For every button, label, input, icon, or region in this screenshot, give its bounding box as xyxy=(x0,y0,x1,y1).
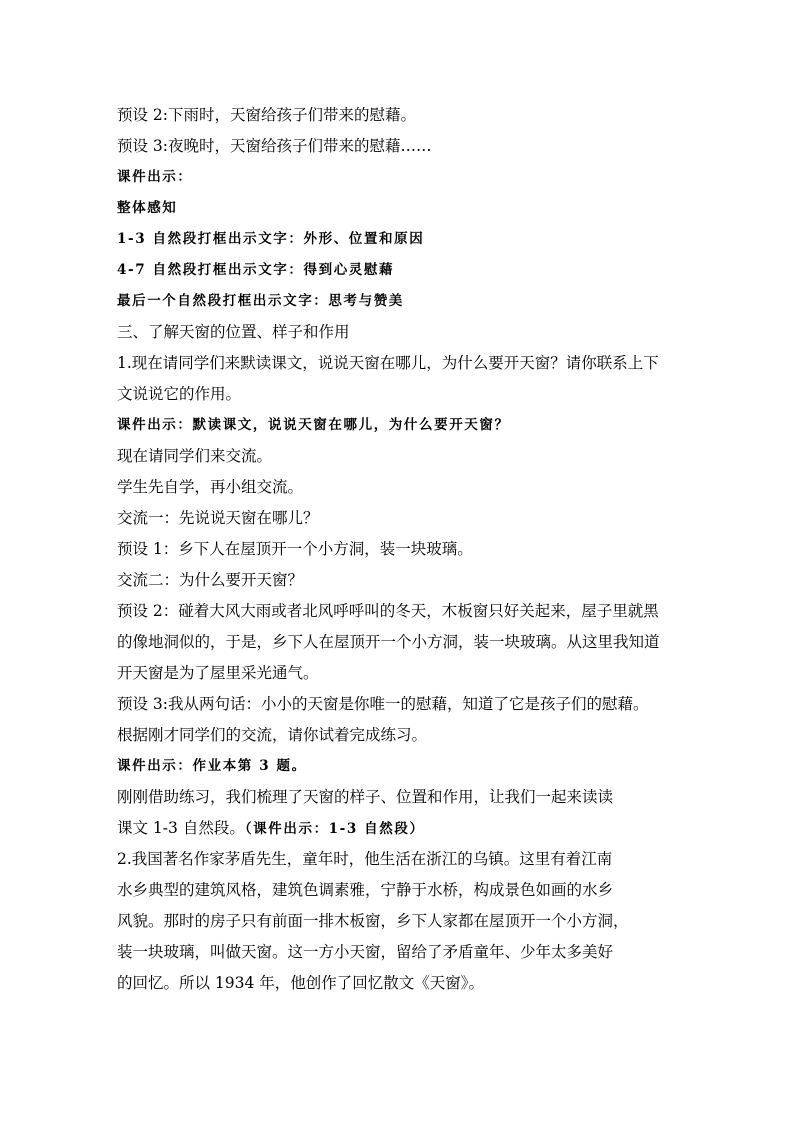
task-1-line-2: 文说说它的作用。 xyxy=(117,385,242,403)
review-line-1: 刚刚借助练习，我们梳理了天窗的样子、位置和作用，让我们一起来读读 xyxy=(117,788,614,806)
preset-2-answer-line-2: 的像地洞似的，于是，乡下人在屋顶开一个小方洞，装一块玻璃。从这里我知道 xyxy=(117,633,660,651)
exchange-1: 交流一：先说说天窗在哪儿？ xyxy=(117,509,319,527)
preset-1-answer: 预设 1：乡下人在屋顶开一个小方洞，装一块玻璃。 xyxy=(117,540,473,558)
courseware-homework: 课件出示：作业本第 3 题。 xyxy=(117,758,307,774)
section-heading-3: 三、了解天窗的位置、样子和作用 xyxy=(117,323,350,341)
review-line-2-text: 课文 1-3 自然段。 xyxy=(117,819,245,837)
task-2-line-5: 的回忆。所以 1934 年，他创作了回忆散文《天窗》。 xyxy=(117,974,485,992)
task-1-line-1: 1.现在请同学们来默读课文，说说天窗在哪儿，为什么要开天窗？请你联系上下 xyxy=(117,354,659,372)
courseware-read-silently: 课件出示：默读课文，说说天窗在哪儿，为什么要开天窗？ xyxy=(117,417,510,433)
self-study-note: 学生先自学，再小组交流。 xyxy=(117,478,304,496)
exchange-2: 交流二：为什么要开天窗？ xyxy=(117,571,304,589)
document-body xyxy=(117,100,682,999)
preset-3-night: 预设 3:夜晚时，天窗给孩子们带来的慰藉…… xyxy=(117,137,432,155)
preset-2-answer-line-3: 开天窗是为了屋里采光通气。 xyxy=(117,664,319,682)
exchange-intro: 现在请同学们来交流。 xyxy=(117,447,273,465)
review-line-2-courseware: （课件出示：1-3 自然段） xyxy=(244,821,425,837)
review-line-2 xyxy=(117,813,682,844)
last-para-note: 最后一个自然段打框出示文字：思考与赞美 xyxy=(117,293,404,309)
preset-2-rain: 预设 2:下雨时，天窗给孩子们带来的慰藉。 xyxy=(117,106,417,124)
para-1-3-note: 1-3 自然段打框出示文字：外形、位置和原因 xyxy=(117,231,425,247)
courseware-label: 课件出示： xyxy=(117,169,193,185)
preset-2-answer-line-1: 预设 2：碰着大风大雨或者北风呼呼叫的冬天，木板窗只好关起来，屋子里就黑 xyxy=(117,602,659,620)
task-2-line-1: 2.我国著名作家茅盾先生，童年时，他生活在浙江的乌镇。这里有着江南 xyxy=(117,850,613,868)
task-2-line-2: 水乡典型的建筑风格，建筑色调素雅，宁静于水桥，构成景色如画的水乡 xyxy=(117,881,614,899)
task-2-line-3: 风貌。那时的房子只有前面一排木板窗，乡下人家都在屋顶开一个小方洞， xyxy=(117,912,629,930)
preset-3-answer: 预设 3:我从两句话：小小的天窗是你唯一的慰藉，知道了它是孩子们的慰藉。 xyxy=(117,695,649,713)
para-4-7-note: 4-7 自然段打框出示文字：得到心灵慰藉 xyxy=(117,262,395,278)
exercise-prompt: 根据刚才同学们的交流，请你试着完成练习。 xyxy=(117,726,428,744)
task-2-line-4: 装一块玻璃，叫做天窗。这一方小天窗，留给了矛盾童年、少年太多美好 xyxy=(117,943,614,961)
overall-perception: 整体感知 xyxy=(117,200,178,216)
